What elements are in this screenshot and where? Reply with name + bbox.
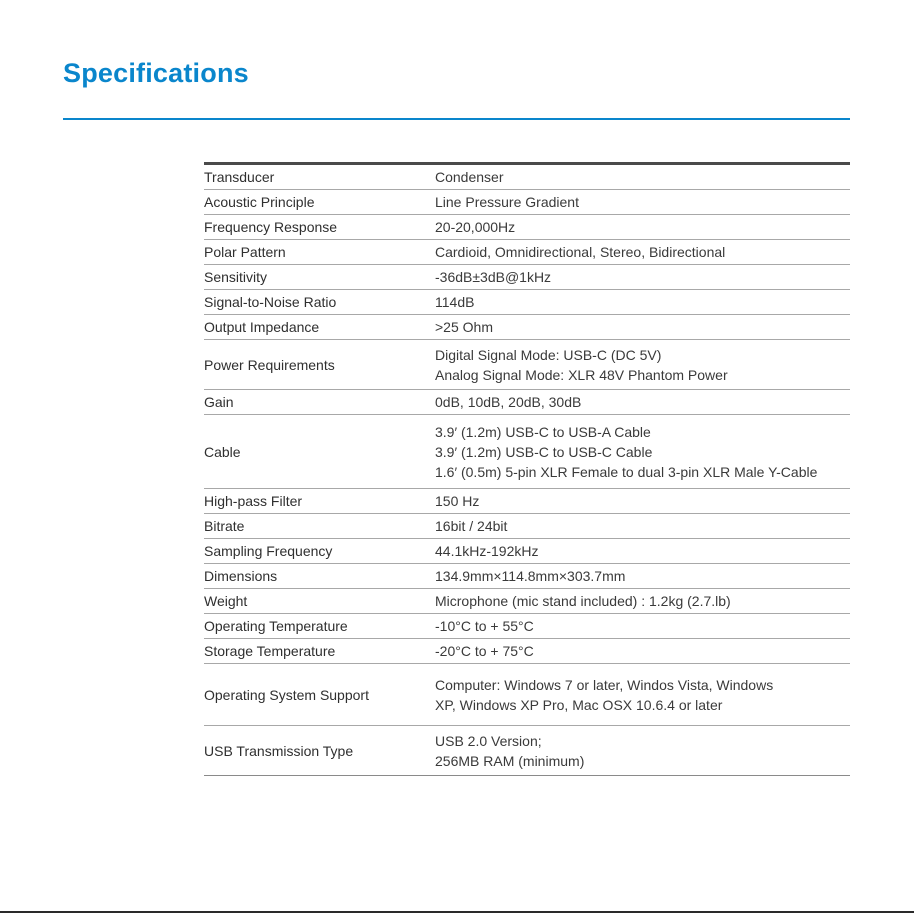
spec-value-line: 114dB xyxy=(435,294,475,310)
spec-label: Bitrate xyxy=(204,514,435,539)
spec-value-line: 150 Hz xyxy=(435,493,480,509)
spec-row-dimensions xyxy=(204,564,850,589)
spec-label: Transducer xyxy=(204,164,435,190)
spec-value-line: Analog Signal Mode: XLR 48V Phantom Power xyxy=(435,366,728,383)
spec-value xyxy=(435,265,850,290)
spec-label: Power Requirements xyxy=(204,340,435,390)
spec-value-line: 3.9′ (1.2m) USB-C to USB-C Cable xyxy=(435,443,653,460)
spec-value-line: 44.1kHz-192kHz xyxy=(435,543,539,559)
spec-value-line: Cardioid, Omnidirectional, Stereo, Bidirectional xyxy=(435,244,726,260)
spec-row-acoustic-principle xyxy=(204,190,850,215)
spec-row-usb-transmission xyxy=(204,726,850,776)
spec-row-frequency-response xyxy=(204,215,850,240)
spec-row-bitrate xyxy=(204,514,850,539)
spec-row-storage-temperature xyxy=(204,639,850,664)
spec-value-line: -36dB±3dB@1kHz xyxy=(435,269,552,285)
spec-label: Cable xyxy=(204,415,435,489)
spec-value-line: -20°C to + 75°C xyxy=(435,643,534,659)
spec-value xyxy=(435,514,850,539)
spec-value xyxy=(435,639,850,664)
spec-row-power-requirements xyxy=(204,340,850,390)
spec-row-signal-to-noise xyxy=(204,290,850,315)
spec-value-line: 256MB RAM (minimum) xyxy=(435,752,585,769)
spec-row-os-support xyxy=(204,664,850,726)
spec-value xyxy=(435,614,850,639)
spec-value xyxy=(435,726,850,776)
spec-value-line: >25 Ohm xyxy=(435,319,493,335)
spec-value-line: Microphone (mic stand included) : 1.2kg (2.7.lb) xyxy=(435,593,731,609)
spec-label: Operating Temperature xyxy=(204,614,435,639)
spec-value xyxy=(435,215,850,240)
spec-value xyxy=(435,564,850,589)
spec-row-sampling-frequency xyxy=(204,539,850,564)
spec-label: High-pass Filter xyxy=(204,489,435,514)
spec-label: Sampling Frequency xyxy=(204,539,435,564)
spec-label: Acoustic Principle xyxy=(204,190,435,215)
spec-row-polar-pattern xyxy=(204,240,850,265)
title-divider xyxy=(63,118,850,120)
spec-value xyxy=(435,164,850,190)
spec-value-line: USB 2.0 Version; xyxy=(435,732,542,749)
spec-label: Dimensions xyxy=(204,564,435,589)
spec-value xyxy=(435,290,850,315)
spec-row-transducer xyxy=(204,164,850,190)
spec-label: Output Impedance xyxy=(204,315,435,340)
spec-label: USB Transmission Type xyxy=(204,726,435,776)
spec-label: Gain xyxy=(204,390,435,415)
spec-value-line: XP, Windows XP Pro, Mac OSX 10.6.4 or later xyxy=(435,696,723,713)
spec-value-line: Condenser xyxy=(435,169,504,185)
page-title: Specifications xyxy=(63,58,249,88)
spec-row-sensitivity xyxy=(204,265,850,290)
spec-value xyxy=(435,539,850,564)
specifications-table xyxy=(204,162,850,776)
spec-value-line: 16bit / 24bit xyxy=(435,518,508,534)
spec-row-operating-temperature xyxy=(204,614,850,639)
spec-value xyxy=(435,489,850,514)
spec-value-line: 134.9mm×114.8mm×303.7mm xyxy=(435,568,626,584)
spec-label: Frequency Response xyxy=(204,215,435,240)
spec-value xyxy=(435,190,850,215)
spec-value-line: Line Pressure Gradient xyxy=(435,194,579,210)
spec-value xyxy=(435,589,850,614)
spec-value xyxy=(435,664,850,726)
spec-label: Storage Temperature xyxy=(204,639,435,664)
spec-value-line: 0dB, 10dB, 20dB, 30dB xyxy=(435,394,582,410)
spec-label: Operating System Support xyxy=(204,664,435,726)
spec-value-line: Computer: Windows 7 or later, Windos Vista, Windows xyxy=(435,676,774,693)
footer-divider xyxy=(0,911,914,913)
spec-value-line: -10°C to + 55°C xyxy=(435,618,534,634)
spec-row-output-impedance xyxy=(204,315,850,340)
spec-row-gain xyxy=(204,390,850,415)
spec-value xyxy=(435,415,850,489)
spec-label: Sensitivity xyxy=(204,265,435,290)
spec-value xyxy=(435,390,850,415)
spec-row-cable xyxy=(204,415,850,489)
spec-value xyxy=(435,240,850,265)
spec-value-line: 3.9′ (1.2m) USB-C to USB-A Cable xyxy=(435,423,651,440)
spec-row-weight xyxy=(204,589,850,614)
spec-value-line: 1.6′ (0.5m) 5-pin XLR Female to dual 3-pin XLR Male Y-Cable xyxy=(435,463,818,480)
spec-row-high-pass-filter xyxy=(204,489,850,514)
spec-label: Signal-to-Noise Ratio xyxy=(204,290,435,315)
spec-label: Polar Pattern xyxy=(204,240,435,265)
spec-label: Weight xyxy=(204,589,435,614)
spec-value-line: 20-20,000Hz xyxy=(435,219,516,235)
spec-value-line: Digital Signal Mode: USB-C (DC 5V) xyxy=(435,346,662,363)
spec-value xyxy=(435,340,850,390)
spec-value xyxy=(435,315,850,340)
